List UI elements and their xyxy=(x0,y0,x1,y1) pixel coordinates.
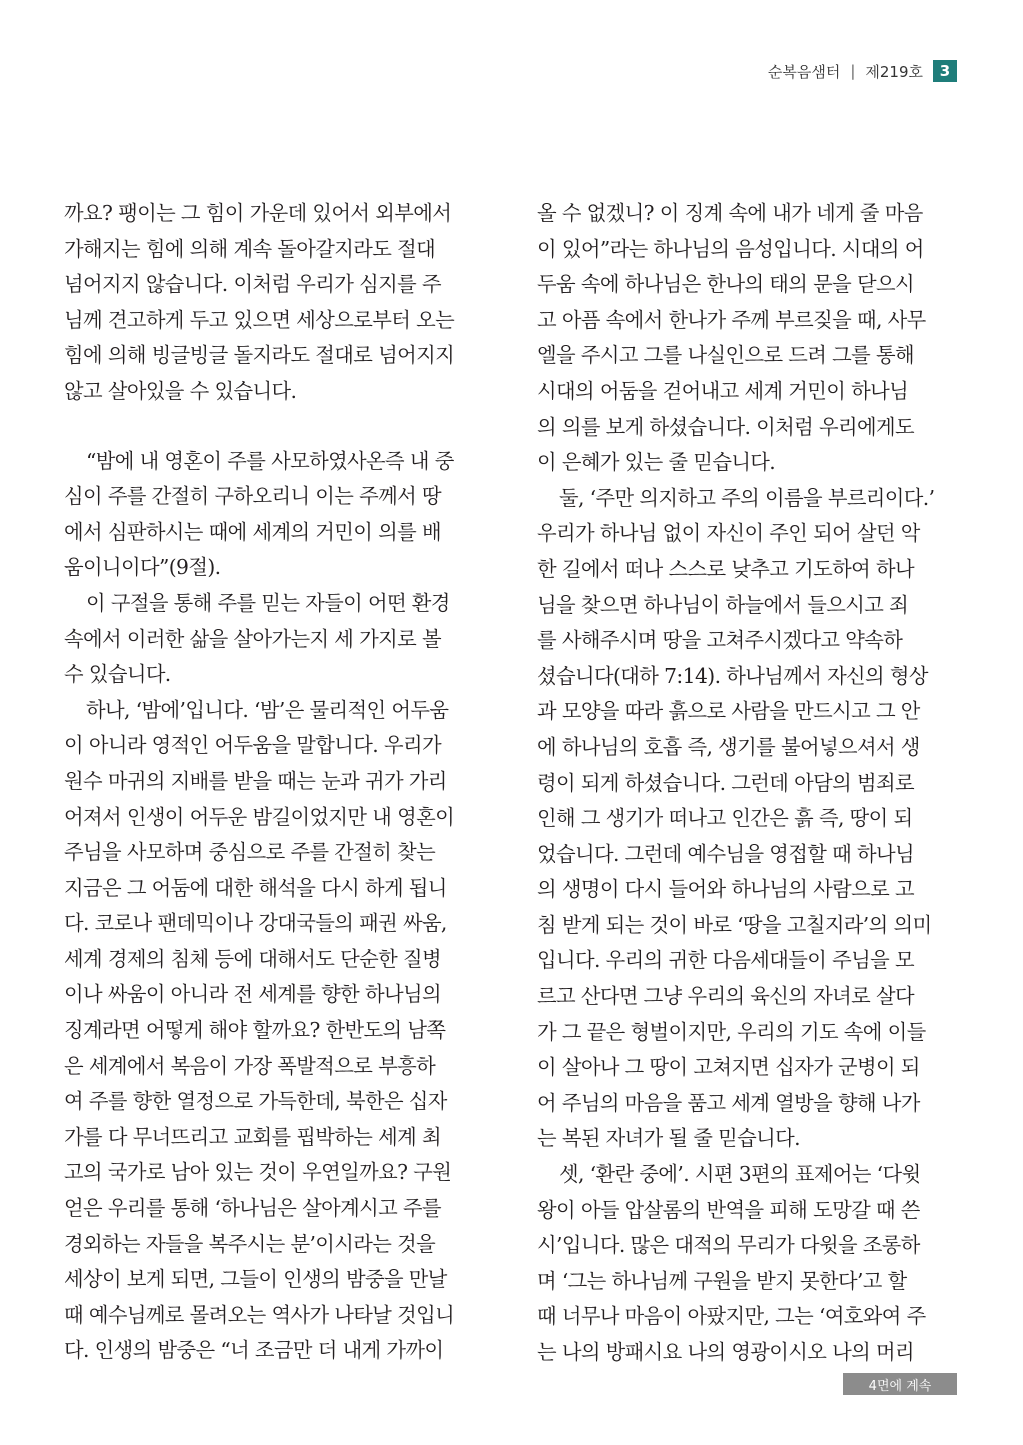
paragraph-gap xyxy=(64,410,484,444)
text-line: 다. 코로나 팬데믹이나 강대국들의 패권 싸움, xyxy=(64,911,447,936)
text-line: 움이니이다”(9절). xyxy=(64,555,221,580)
text-line: 하나, ‘밤에’입니다. ‘밤’은 물리적인 어두움 xyxy=(86,697,449,722)
text-line: 넘어지지 않습니다. 이처럼 우리가 심지를 주 xyxy=(64,272,441,297)
text-line: 징계라면 어떻게 해야 할까요? 한반도의 남쪽 xyxy=(64,1018,446,1043)
text-line: 때 너무나 마음이 아팠지만, 그는 ‘여호와여 주 xyxy=(537,1304,926,1329)
text-line: 때 예수님께로 몰려오는 역사가 나타날 것입니 xyxy=(64,1302,455,1327)
text-line: 에 하나님의 호흡 즉, 생기를 불어넣으셔서 생 xyxy=(537,734,920,759)
text-line: 이 살아나 그 땅이 고쳐지면 십자가 군병이 되 xyxy=(537,1055,920,1080)
text-line: 침 받게 되는 것이 바로 ‘땅을 고칠지라’의 의미 xyxy=(537,912,932,937)
text-line: 엘을 주시고 그를 나실인으로 드려 그를 통해 xyxy=(537,343,914,368)
text-line: “밤에 내 영혼이 주를 사모하였사온즉 내 중 xyxy=(86,448,454,473)
text-line: 의 의를 보게 하셨습니다. 이처럼 우리에게도 xyxy=(537,414,914,439)
text-line: 여 주를 향한 열정으로 가득한데, 북한은 십자 xyxy=(64,1089,447,1114)
text-line: 이 은혜가 있는 줄 믿습니다. xyxy=(537,450,776,475)
text-line: 세계 경제의 침체 등에 대해서도 단순한 질병 xyxy=(64,946,441,971)
text-line: 수 있습니다. xyxy=(64,662,171,687)
publication-name: 순복음샘터 xyxy=(767,62,841,81)
text-line: 며 ‘그는 하나님께 구원을 받지 못한다’고 할 xyxy=(537,1268,907,1293)
text-line: 않고 살아있을 수 있습니다. xyxy=(64,378,297,403)
text-line: 왕이 아들 압살롬의 반역을 피해 도망갈 때 쓴 xyxy=(537,1197,920,1222)
text-line: 를 사해주시며 땅을 고쳐주시겠다고 약속하 xyxy=(537,628,903,653)
text-line: 경외하는 자들을 복주시는 분’이시라는 것을 xyxy=(64,1231,436,1256)
text-line: 의 생명이 다시 들어와 하나님의 사람으로 고 xyxy=(537,877,914,902)
text-line: 한 길에서 떠나 스스로 낮추고 기도하여 하나 xyxy=(537,556,914,581)
text-line: 어져서 인생이 어두운 밤길이었지만 내 영혼이 xyxy=(64,804,455,829)
text-line: 심이 주를 간절히 구하오리니 이는 주께서 땅 xyxy=(64,484,441,509)
text-line: 었습니다. 그런데 예수님을 영접할 때 하나님 xyxy=(537,841,914,866)
text-line: 가해지는 힘에 의해 계속 돌아갈지라도 절대 xyxy=(64,236,436,261)
issue-number: 제219호 xyxy=(865,62,923,81)
text-line: 시’입니다. 많은 대적의 무리가 다윗을 조롱하 xyxy=(537,1233,920,1258)
text-line: 시대의 어둠을 걷어내고 세계 거민이 하나님 xyxy=(537,378,909,403)
text-line: 주님을 사모하며 중심으로 주를 간절히 찾는 xyxy=(64,840,436,865)
page-header xyxy=(768,60,957,82)
text-line: 에서 심판하시는 때에 세계의 거민이 의를 배 xyxy=(64,519,441,544)
right-column xyxy=(537,196,957,1371)
text-line: 령이 되게 하셨습니다. 그런데 아담의 범죄로 xyxy=(537,770,914,795)
text-line: 원수 마귀의 지배를 받을 때는 눈과 귀가 가리 xyxy=(64,768,447,793)
left-column xyxy=(64,196,484,1369)
text-line: 과 모양을 따라 흙으로 사람을 만드시고 그 안 xyxy=(537,699,920,724)
text-line: 가 그 끝은 형벌이지만, 우리의 기도 속에 이들 xyxy=(537,1019,926,1044)
text-line: 셨습니다(대하 7:14). 하나님께서 자신의 형상 xyxy=(537,663,928,688)
text-line: 힘에 의해 빙글빙글 돌지라도 절대로 넘어지지 xyxy=(64,343,455,368)
text-line: 두움 속에 하나님은 한나의 태의 문을 닫으시 xyxy=(537,272,914,297)
text-line: 인해 그 생기가 떠나고 인간은 흙 즉, 땅이 되 xyxy=(537,806,913,831)
continued-on-page-4-label: 4면에 계속 xyxy=(843,1373,957,1395)
text-line: 가를 다 무너뜨리고 교회를 핍박하는 세계 최 xyxy=(64,1124,441,1149)
text-line: 고 아픔 속에서 한나가 주께 부르짖을 때, 사무 xyxy=(537,307,926,332)
text-line: 지금은 그 어둠에 대한 해석을 다시 하게 됩니 xyxy=(64,875,447,900)
text-line: 르고 산다면 그냥 우리의 육신의 자녀로 살다 xyxy=(537,984,914,1009)
text-line: 세상이 보게 되면, 그들이 인생의 밤중을 만날 xyxy=(64,1267,447,1292)
text-line: 둘, ‘주만 의지하고 주의 이름을 부르리이다.’ xyxy=(559,485,935,510)
text-line: 은 세계에서 복음이 가장 폭발적으로 부흥하 xyxy=(64,1053,436,1078)
text-line: 이 아니라 영적인 어두움을 말합니다. 우리가 xyxy=(64,733,441,758)
text-line: 입니다. 우리의 귀한 다음세대들이 주님을 모 xyxy=(537,948,914,973)
text-line: 는 나의 방패시요 나의 영광이시오 나의 머리 xyxy=(537,1340,914,1364)
text-line: 님을 찾으면 하나님이 하늘에서 들으시고 죄 xyxy=(537,592,909,617)
text-line: 이 있어”라는 하나님의 음성입니다. 시대의 어 xyxy=(537,236,924,261)
text-line: 이 구절을 통해 주를 믿는 자들이 어떤 환경 xyxy=(86,590,450,615)
text-line: 우리가 하나님 없이 자신이 주인 되어 살던 악 xyxy=(537,521,920,546)
text-line: 님께 견고하게 두고 있으면 세상으로부터 오는 xyxy=(64,307,455,332)
text-line: 까요? 팽이는 그 힘이 가운데 있어서 외부에서 xyxy=(64,201,452,225)
text-line: 어 주님의 마음을 품고 세계 열방을 향해 나가 xyxy=(537,1090,920,1115)
text-line: 셋, ‘환란 중에’. 시편 3편의 표제어는 ‘다윗 xyxy=(559,1162,921,1187)
text-line: 는 복된 자녀가 될 줄 믿습니다. xyxy=(537,1126,800,1151)
text-line: 올 수 없겠니? 이 징계 속에 내가 네게 줄 마음 xyxy=(537,201,923,225)
text-line: 속에서 이러한 삶을 살아가는지 세 가지로 볼 xyxy=(64,626,441,651)
page-number: 3 xyxy=(933,60,957,82)
text-line: 얻은 우리를 통해 ‘하나님은 살아계시고 주를 xyxy=(64,1196,441,1221)
header-separator: | xyxy=(850,62,856,80)
text-line: 이나 싸움이 아니라 전 세계를 향한 하나님의 xyxy=(64,982,441,1007)
text-line: 고의 국가로 남아 있는 것이 우연일까요? 구원 xyxy=(64,1160,452,1185)
text-line: 다. 인생의 밤중은 “너 조금만 더 내게 가까이 xyxy=(64,1338,444,1363)
